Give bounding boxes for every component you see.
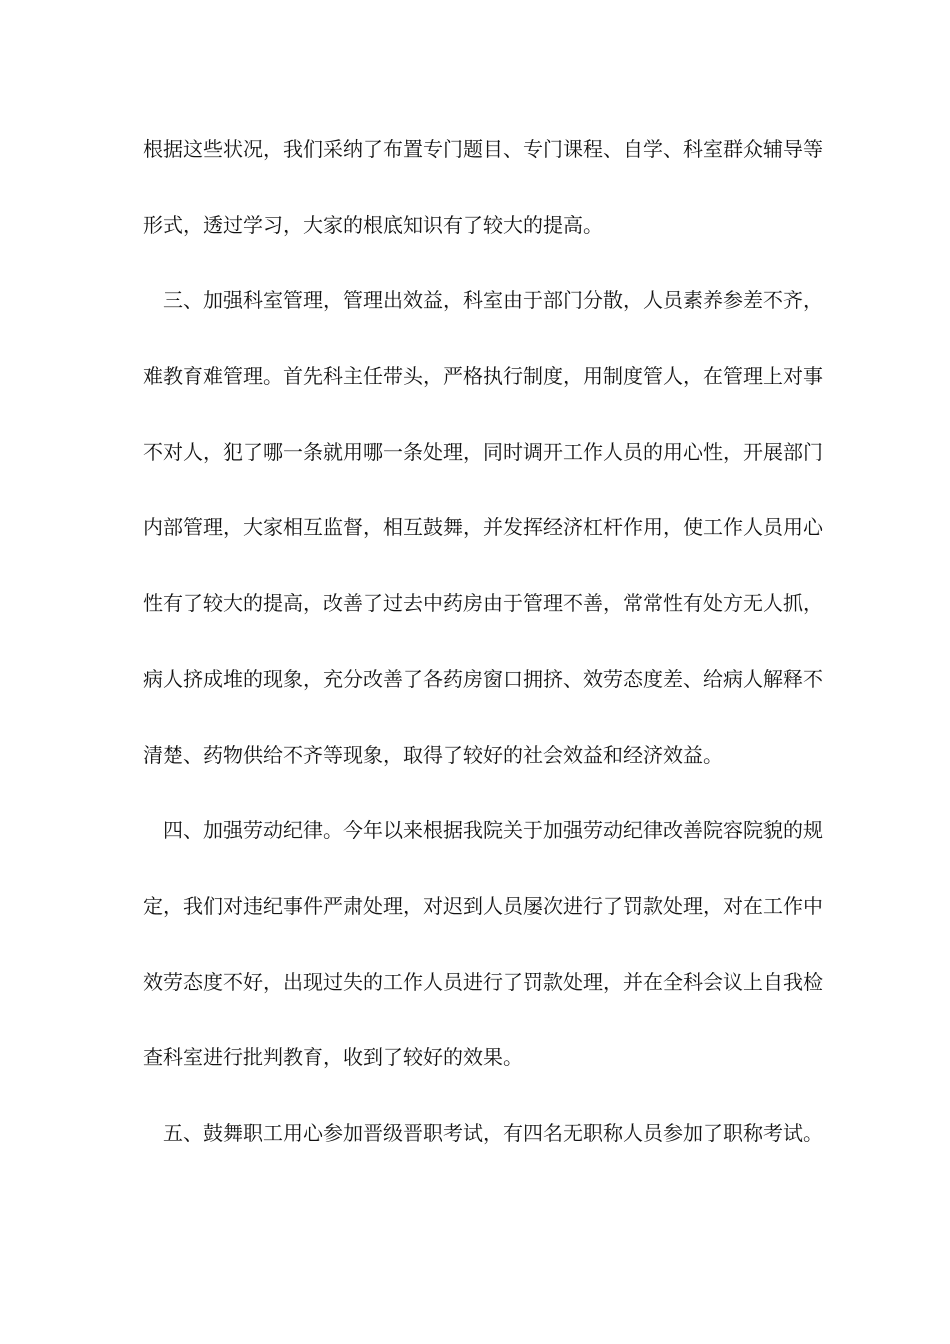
text-line: 五、鼓舞职工用心参加晋级晋职考试，有四名无职称人员参加了职称考试。: [163, 1120, 823, 1145]
text-line: 清楚、药物供给不齐等现象，取得了较好的社会效益和经济效益。: [143, 742, 723, 767]
text-line: 效劳态度不好，出现过失的工作人员进行了罚款处理，并在全科会议上自我检: [143, 969, 823, 994]
text-line: 三、加强科室管理，管理出效益，科室由于部门分散，人员素养参差不齐，: [163, 288, 823, 313]
text-line: 四、加强劳动纪律。今年以来根据我院关于加强劳动纪律改善院容院貌的规: [163, 818, 823, 843]
text-line: 内部管理，大家相互监督，相互鼓舞，并发挥经济杠杆作用，使工作人员用心: [143, 515, 823, 540]
document-body: [143, 130, 823, 1190]
text-line: 难教育难管理。首先科主任带头，严格执行制度，用制度管人，在管理上对事: [143, 364, 823, 389]
text-line: 不对人，犯了哪一条就用哪一条处理，同时调开工作人员的用心性，开展部门: [143, 439, 823, 464]
text-line: 根据这些状况，我们采纳了布置专门题目、专门课程、自学、科室群众辅导等: [143, 137, 823, 161]
text-line: 查科室进行批判教育，收到了较好的效果。: [143, 1045, 523, 1070]
text-line: 定，我们对违纪事件严肃处理，对迟到人员屡次进行了罚款处理，对在工作中: [143, 893, 823, 918]
text-line: 性有了较大的提高，改善了过去中药房由于管理不善，常常性有处方无人抓，: [143, 591, 823, 616]
text-line: 形式，透过学习，大家的根底知识有了较大的提高。: [143, 212, 603, 237]
text-line: 病人挤成堆的现象，充分改善了各药房窗口拥挤、效劳态度差、给病人解释不: [143, 666, 823, 691]
